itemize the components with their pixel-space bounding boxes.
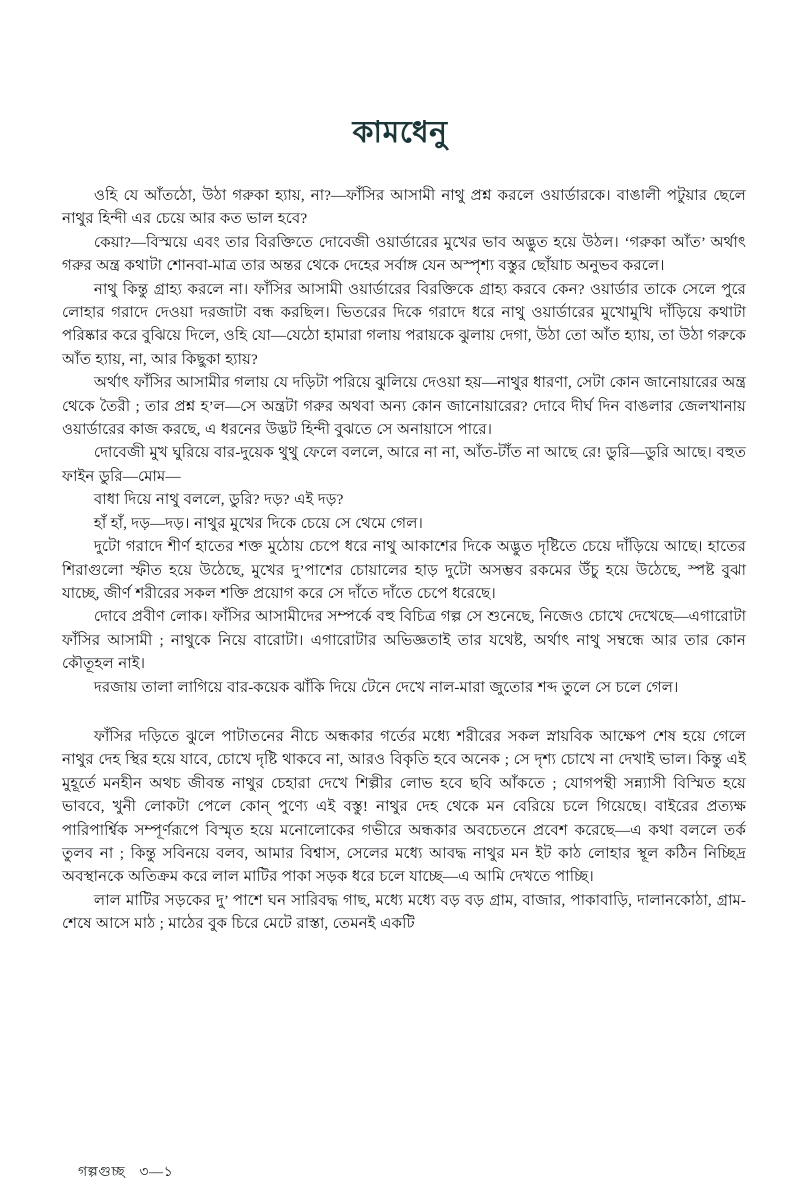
paragraph: হাঁ হাঁ, দড়—দড়। নাথুর মুখের দিকে চেয়ে সে থেমে গেল। — [93, 514, 423, 532]
page-body — [62, 184, 746, 936]
paragraph: দরজায় তালা লাগিয়ে বার-কয়েক ঝাঁকি দিয়ে টেনে দেখে নাল-মারা জুতোর শব্দ তুলে সে চলে গেল। — [93, 678, 679, 696]
paragraph: দোবেজী মুখ ঘুরিয়ে বার-দুয়েক থুথু ফেলে বললে, আরে না না, আঁত-টাঁত না আছে রে! ডুরি—ডুরি আছে। বহুত ফাইন ডুরি—মোম— — [62, 444, 746, 485]
footer-folio: ৩—১ — [139, 1165, 174, 1180]
paragraph: লাল মাটির সড়কের দু’ পাশে ঘন সারিবদ্ধ গাছ, মধ্যে মধ্যে বড় বড় গ্রাম, বাজার, পাকাবাড়ি, দালানকোঠা, গ্রাম-শেষে আসে মাঠ ; মাঠের বুক চিরে মেটে রাস্তা, তেমনই একটি — [62, 891, 746, 933]
paragraph: কেয়া?—বিস্ময়ে এবং তার বিরক্তিতে দোবেজী ওয়ার্ডারের মুখের ভাব অদ্ভুত হয়ে উঠল। ‘গরুকা আঁত’ অর্থাৎ গরুর অন্ত্র কথাটা শোনবা-মাত্র তার অন্তর থেকে দেহের সর্বাঙ্গ যেন অস্পৃশ্য বস্তুর ছোঁয়াচ অনুভব করলে। — [62, 233, 746, 275]
paragraph: বাধা দিয়ে নাথু বললে, ডুরি? দড়? এই দড়? — [93, 491, 344, 509]
paragraph: দোবে প্রবীণ লোক। ফাঁসির আসামীদের সম্পর্কে বহু বিচিত্র গল্প সে শুনেছে, নিজেও চোখে দেখেছে—এগারোটা ফাঁসির আসামী ; নাথুকে নিয়ে বারোটা। এগারোটার অভিজ্ঞতাই তার যথেষ্ট, অর্থাৎ নাথু সম্বন্ধে আর তার কোন কৌতূহল নাই। — [62, 608, 746, 673]
section-break — [62, 699, 746, 725]
page-title: কামধেনু — [352, 116, 448, 150]
section-two — [62, 725, 746, 936]
paragraph: ফাঁসির দড়িতে ঝুলে পাটাতনের নীচে অন্ধকার গর্তের মধ্যে শরীরের সকল স্নায়বিক আক্ষেপ শেষ হয়ে গেলে নাথুর দেহ স্থির হয়ে যাবে, চোখে দৃষ্টি থাকবে না, আরও বিকৃতি হবে অনেক ; সে দৃশ্য চোখে না দেখাই ভাল। কিন্তু এই মুহূর্তে মনহীন অথচ জীবন্ত নাথুর চেহারা দেখে শিল্পীর লোভ হবে ছবি আঁকতে ; যোগপন্থী সন্ন্যাসী বিস্মিত হয়ে ভাববে, খুনী লোকটা পেলে কোন্ পুণ্যে এই বস্তু! নাথুর দেহ থেকে মন বেরিয়ে চলে গিয়েছে। বাইরের প্রত্যক্ষ পারিপার্শ্বিক সম্পূর্ণরূপে বিস্মৃত হয়ে মনোলোকের গভীরে অন্ধকার অবচেতনে প্রবেশ করেছে—এ কথা বললে তর্ক তুলব না ; কিন্তু সবিনয়ে বলব, আমার বিশ্বাস, সেলের মধ্যে আবদ্ধ নাথুর মন ইট কাঠ লোহার স্থূল কঠিন নিচ্ছিদ্র অবস্থানকে অতিক্রম করে লাল মাটির পাকা সড়ক ধরে চলে যাচ্ছে—এ আমি দেখতে পাচ্ছি। — [62, 727, 746, 886]
page-footer — [78, 1160, 173, 1184]
paragraph: অর্থাৎ ফাঁসির আসামীর গলায় যে দড়িটা পরিয়ে ঝুলিয়ে দেওয়া হয়—নাথুর ধারণা, সেটা কোন জানোয়ারের অন্ত্র থেকে তৈরী ; তার প্রশ্ন হ’ল—সে অন্ত্রটা গরুর অথবা অন্য কোন জানোয়ারের? দোবে দীর্ঘ দিন বাঙলার জেলখানায় ওয়ার্ডারের কাজ করছে, এ ধরনের উদ্ভট হিন্দী বুঝতে সে অনায়াসে পারে। — [62, 374, 746, 439]
section-one — [62, 184, 746, 699]
paragraph: দুটো গরাদে শীর্ণ হাতের শক্ত মুঠোয় চেপে ধরে নাথু আকাশের দিকে অদ্ভুত দৃষ্টিতে চেয়ে দাঁড়িয়ে আছে। হাতের শিরাগুলো স্ফীত হয়ে উঠেছে, মুখের দু’পাশের চোয়ালের হাড় দুটো অসম্ভব রকমের উঁচু হয়ে উঠেছে, স্পষ্ট বুঝা যাচ্ছে, জীর্ণ শরীরের সকল শক্তি প্রয়োগ করে সে দাঁতে দাঁতে চেপে ধরেছে। — [62, 538, 746, 602]
footer-book-title: গল্পগুচ্ছ — [78, 1165, 126, 1180]
paragraph: নাথু কিন্তু গ্রাহ্য করলে না। ফাঁসির আসামী ওয়ার্ডারের বিরক্তিকে গ্রাহ্য করবে কেন? ওয়ার্ডার তাকে সেলে পুরে লোহার গরাদে দেওয়া দরজাটা বন্ধ করছিল। ভিতরের দিকে গরাদে ধরে নাথু ওয়ার্ডারের মুখোমুখি দাঁড়িয়ে কথাটা পরিষ্কার করে বুঝিয়ে দিলে, ওহি যো—যেঠো হামারা গলায় পরায়কে ঝুলায় দেগা, উঠা তো আঁত হ্যায়, তা উঠা গরুকে আঁত হ্যায়, না, আর কিছুকা হ্যায়? — [62, 280, 746, 368]
paragraph: ওহি যে আঁতঠো, উঠা গরুকা হ্যায়, না?—ফাঁসির আসামী নাথু প্রশ্ন করলে ওয়ার্ডারকে। বাঙালী পটুয়ার ছেলে নাথুর হিন্দী এর চেয়ে আর কত ভাল হবে? — [62, 187, 746, 228]
